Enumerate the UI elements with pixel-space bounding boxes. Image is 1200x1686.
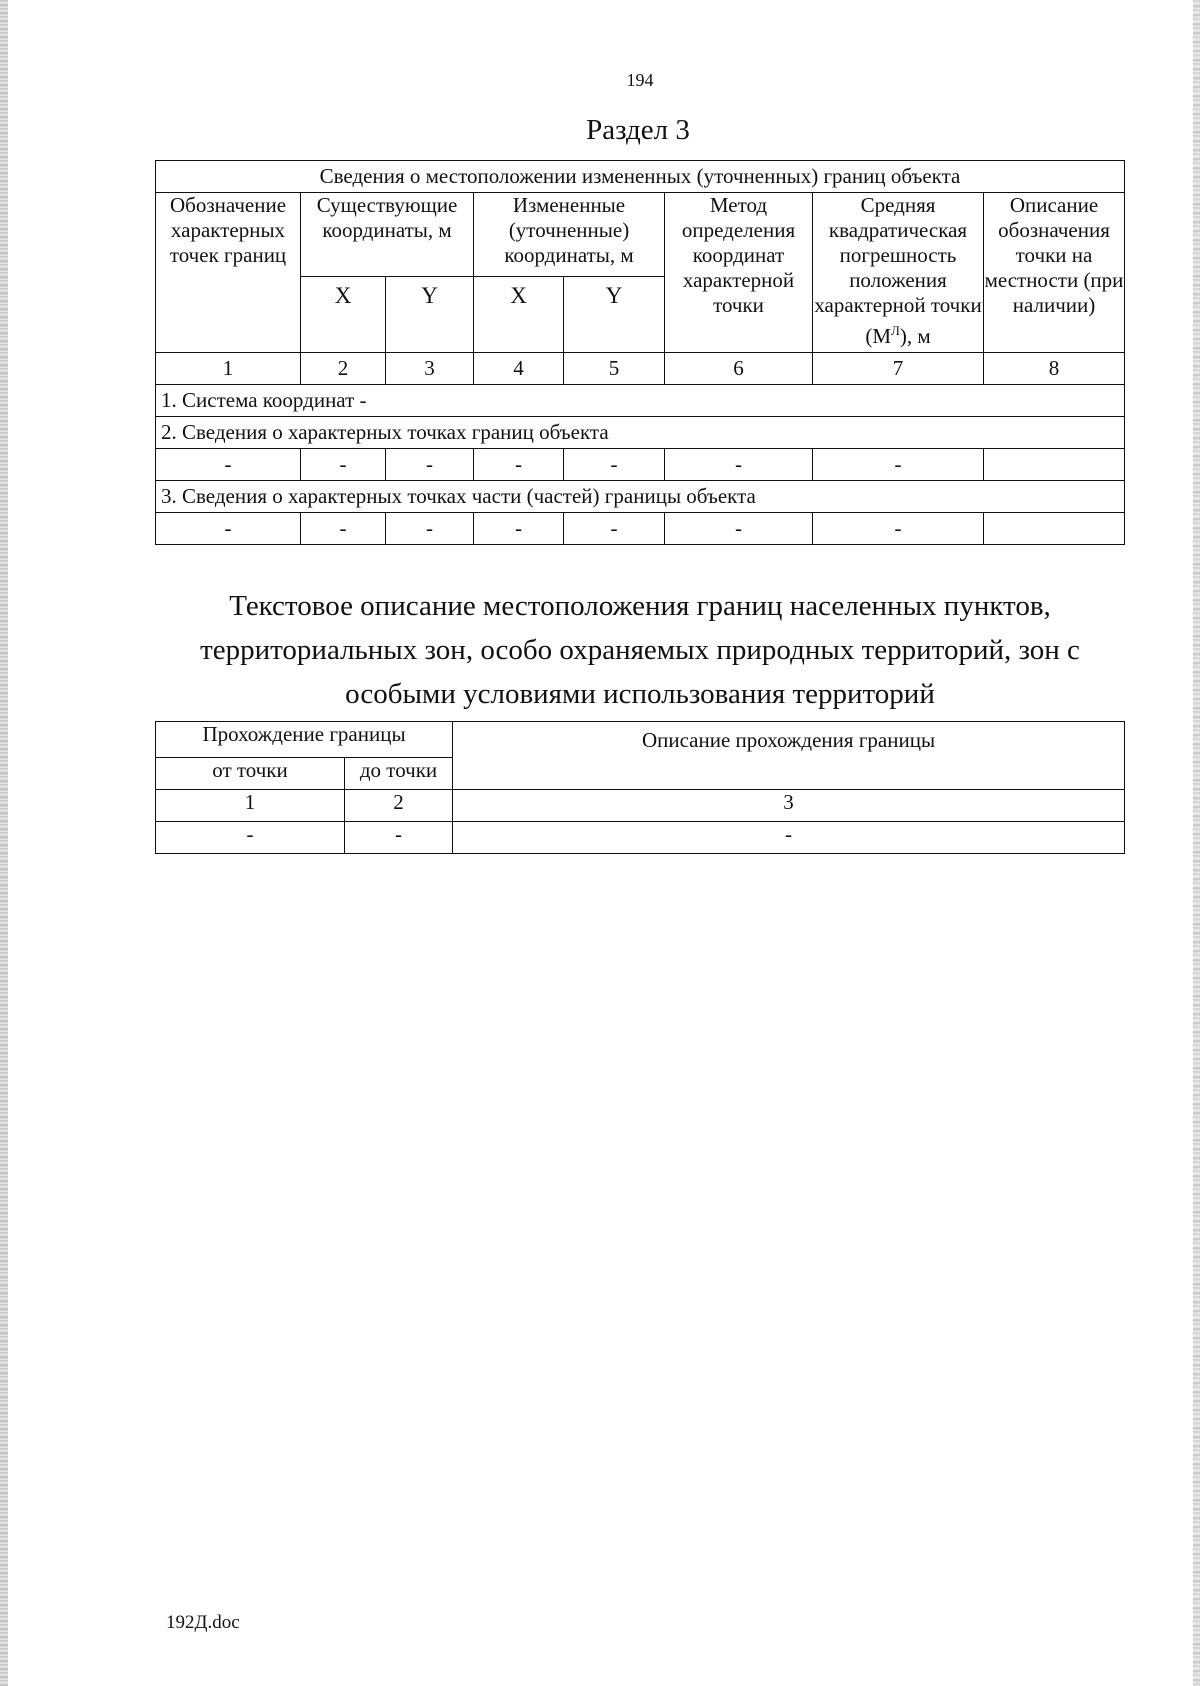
boundary-coordinates-table (155, 160, 1125, 545)
header-x-changed: X (474, 277, 564, 353)
column-number: 8 (984, 353, 1125, 385)
column-number: 1 (156, 790, 345, 822)
table-cell: - (564, 513, 665, 545)
header-error (813, 193, 984, 353)
section-part-boundary-points: 3. Сведения о характерных точках части (частей) границы объекта (156, 481, 1125, 513)
column-number: 7 (813, 353, 984, 385)
column-number: 2 (301, 353, 386, 385)
header-error-text: Средняя квадратическая погрешность положения характерной точки (М (814, 193, 982, 348)
column-number: 1 (156, 353, 301, 385)
header-point-description: Описание обозначения точки на местности (при наличии) (984, 193, 1125, 353)
table-caption: Сведения о местоположении измененных (уточненных) границ объекта (156, 161, 1125, 193)
table-row (156, 513, 1125, 545)
column-number: 4 (474, 353, 564, 385)
section-coordinate-system: 1. Система координат - (156, 385, 1125, 417)
table-cell: - (301, 449, 386, 481)
column-number: 3 (386, 353, 474, 385)
table-cell: - (301, 513, 386, 545)
boundary-passage-table (155, 721, 1125, 854)
table-cell: - (345, 822, 453, 854)
table-cell: - (564, 449, 665, 481)
table-row (156, 449, 1125, 481)
table-cell: - (156, 822, 345, 854)
table-cell: - (386, 449, 474, 481)
table-cell: - (453, 822, 1125, 854)
document-filename: 192Д.doc (166, 1612, 240, 1633)
header-changed-coordinates: Измененные (уточненные) координаты, м (474, 193, 665, 277)
column-number: 2 (345, 790, 453, 822)
table-cell: - (665, 449, 813, 481)
table-cell: - (386, 513, 474, 545)
header-x-existing: X (301, 277, 386, 353)
column-number: 5 (564, 353, 665, 385)
table-cell: - (813, 449, 984, 481)
table-row (156, 822, 1125, 854)
header-passage-description: Описание прохождения границы (453, 722, 1125, 790)
table-cell: - (474, 449, 564, 481)
header-to-point: до точки (345, 758, 453, 790)
table-cell: - (156, 449, 301, 481)
header-error-sup: Л (891, 323, 900, 338)
header-from-point: от точки (156, 758, 345, 790)
table-cell: - (156, 513, 301, 545)
table-cell: - (474, 513, 564, 545)
scan-edge-left (0, 0, 8, 1686)
header-existing-coordinates: Существующие координаты, м (301, 193, 474, 277)
page-number: 194 (626, 70, 654, 90)
scan-edge-right (1193, 0, 1200, 1686)
table-cell: - (665, 513, 813, 545)
header-method: Метод определения координат характерной точки (665, 193, 813, 353)
column-numbers-row (156, 353, 1125, 385)
header-boundary-passage: Прохождение границы (156, 722, 453, 758)
column-numbers-row (156, 790, 1125, 822)
table-cell (984, 513, 1125, 545)
header-error-tail: ), м (899, 324, 931, 348)
column-number: 6 (665, 353, 813, 385)
section-boundary-points: 2. Сведения о характерных точках границ объекта (156, 417, 1125, 449)
table-cell: - (813, 513, 984, 545)
header-point-designation: Обозначение характерных точек границ (156, 193, 301, 353)
header-y-existing: Y (386, 277, 474, 353)
section-title: Раздел 3 (586, 114, 690, 146)
column-number: 3 (453, 790, 1125, 822)
description-title: Текстовое описание местоположения границ населенных пунктов, территориальных зон, особо охраняемых природных территорий, зон с особыми условиями использования территорий (200, 590, 1080, 710)
header-y-changed: Y (564, 277, 665, 353)
table-cell (984, 449, 1125, 481)
